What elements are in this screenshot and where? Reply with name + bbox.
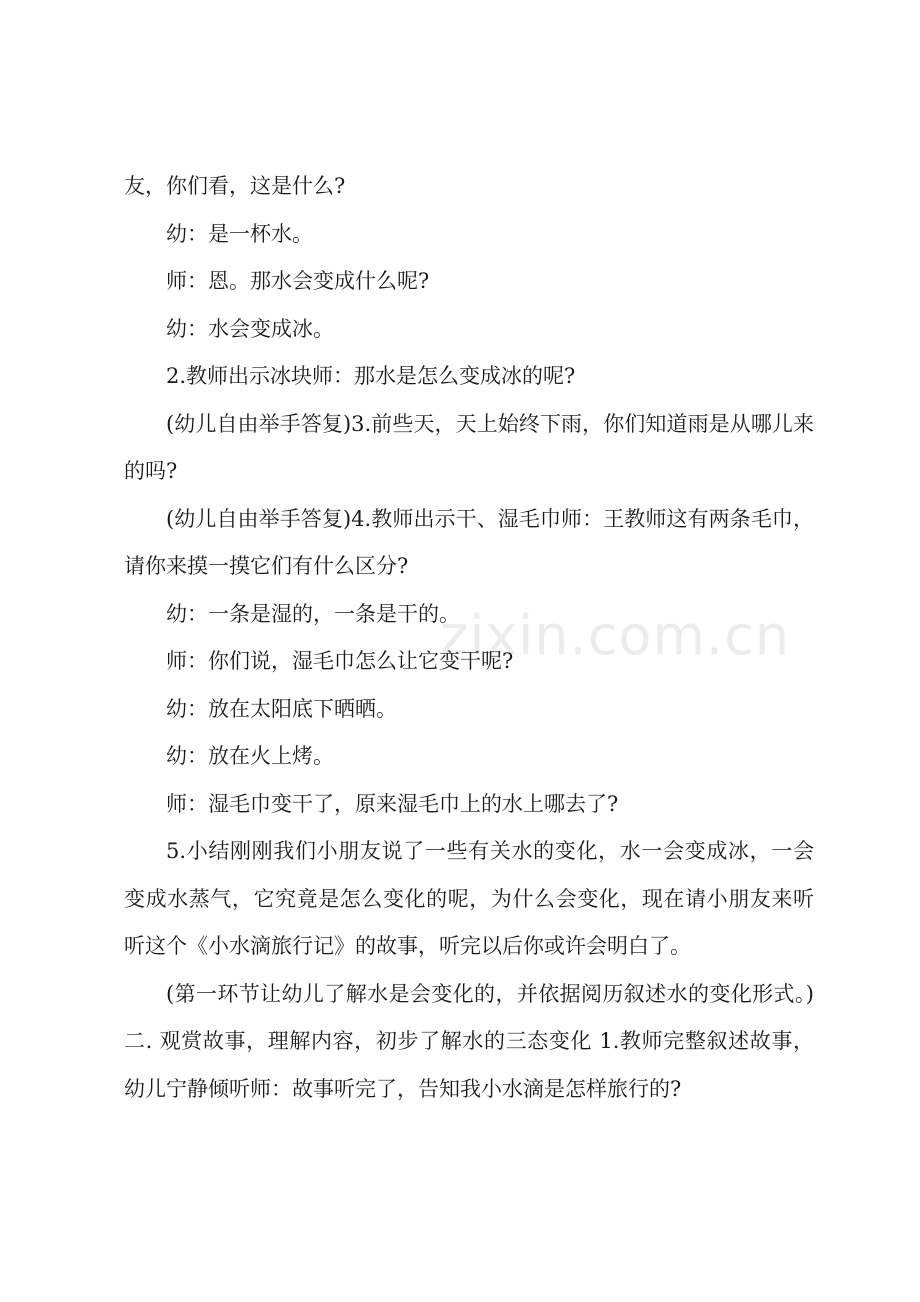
paragraph-11: 幼：放在火上烤。 — [166, 744, 334, 768]
paragraph-13: 5.小结刚刚我们小朋友说了一些有关水的变化，水一会变成冰，一会变成水蒸气，它究竟是怎么变化的呢，为什么会变化，现在请小朋友来听听这个《小水滴旅行记》的故事，听完以后你或许会明白了。 — [124, 839, 814, 958]
paragraph-12: 师：湿毛巾变干了，原来湿毛巾上的水上哪去了? — [166, 791, 619, 816]
paragraph-6: (幼儿自由举手答复)3.前些天，天上始终下雨，你们知道雨是从哪儿来的吗? — [124, 411, 814, 483]
paragraph-10: 幼：放在太阳底下晒晒。 — [166, 696, 397, 721]
document-body — [124, 163, 814, 1113]
watermark: zixin.com.cn — [440, 604, 791, 667]
paragraph-3: 师：恩。那水会变成什么呢? — [166, 269, 430, 293]
paragraph-8: 幼：一条是湿的，一条是干的。 — [166, 601, 460, 626]
paragraph-4: 幼：水会变成冰。 — [166, 316, 334, 341]
paragraph-5: 2.教师出示冰块师：那水是怎么变成冰的呢? — [166, 364, 576, 388]
paragraph-1: 友，你们看，这是什么? — [124, 174, 346, 198]
paragraph-2: 幼：是一杯水。 — [166, 221, 313, 246]
paragraph-7: (幼儿自由举手答复)4.教师出示干、湿毛巾师：王教师这有两条毛巾，请你来摸一摸它们有什么区分? — [124, 506, 814, 578]
paragraph-9: 师：你们说，湿毛巾怎么让它变干呢? — [166, 649, 514, 673]
paragraph-14: (第一环节让幼儿了解水是会变化的，并依据阅历叙述水的变化形式。)二. 观赏故事，理解内容，初步了解水的三态变化 1.教师完整叙述故事，幼儿宁静倾听师：故事听完了，告知我小水滴是怎样旅行的? — [124, 981, 814, 1101]
